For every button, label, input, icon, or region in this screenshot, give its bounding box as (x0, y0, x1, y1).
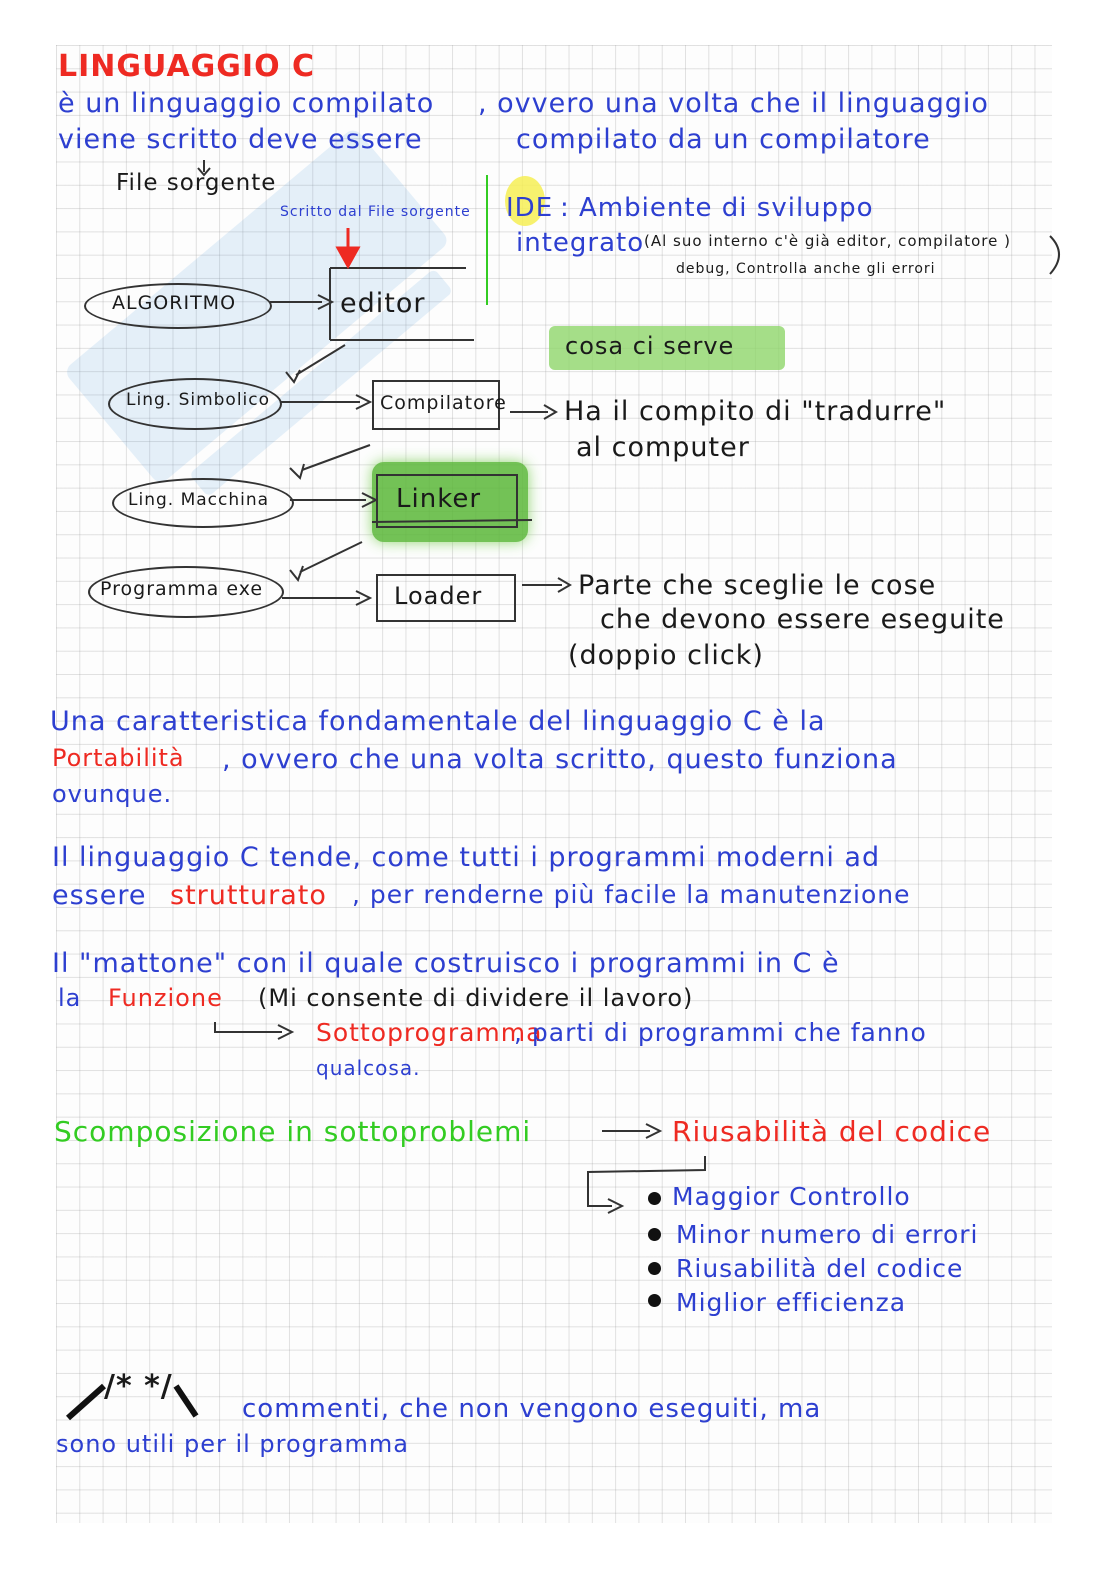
decomposition-left: Scomposizione in sottoproblemi (54, 1115, 532, 1148)
intro-line2a: viene scritto deve essere (58, 124, 423, 155)
comments-line2: sono utili per il programma (56, 1430, 409, 1458)
function-line1: Il "mattone" con il quale costruisco i programmi in C è (52, 948, 840, 979)
bullet-dot (648, 1262, 661, 1275)
oval-ling-macchina-label: Ling. Macchina (128, 490, 270, 510)
intro-line1b: , ovvero una volta che il linguaggio (478, 88, 989, 119)
ide-note2: debug, Controlla anche gli errori (676, 261, 936, 277)
bullet-item: Riusabilità del codice (676, 1254, 964, 1283)
loader-note-line2: che devono essere eseguite (600, 604, 1005, 635)
ide-note1: (Al suo interno c'è già editor, compilatore ) (644, 232, 1011, 250)
portability-line2: , ovvero che una volta scritto, questo funziona (222, 744, 898, 775)
function-line2b: (Mi consente di dividere il lavoro) (258, 984, 694, 1012)
box-editor-label: editor (340, 288, 426, 319)
source-note: Scritto dal File sorgente (280, 204, 471, 220)
function-sub-rest: , parti di programmi che fanno (514, 1018, 927, 1047)
ide-line2: integrato (516, 228, 645, 258)
function-word: Funzione (108, 984, 223, 1012)
comment-symbol: /* */ (104, 1369, 173, 1404)
bullet-dot (648, 1192, 661, 1205)
cosa-serve-label: cosa ci serve (565, 332, 735, 360)
structured-line2a: essere (52, 880, 147, 911)
loader-note-line3: (doppio click) (568, 640, 764, 671)
function-line2a: la (58, 984, 82, 1012)
file-sorgente-label: File sorgente (116, 170, 277, 196)
compiler-note-line1: Ha il compito di "tradurre" (564, 396, 947, 427)
bullet-item: Miglior efficienza (676, 1288, 907, 1317)
bullet-dot (648, 1294, 661, 1307)
bullet-dot (648, 1228, 661, 1241)
box-loader-label: Loader (394, 582, 483, 610)
ide-line1: : Ambiente di sviluppo (560, 193, 874, 223)
page-title: LINGUAGGIO C (58, 49, 316, 84)
comments-line1: commenti, che non vengono eseguiti, ma (242, 1394, 822, 1424)
portability-line1: Una caratteristica fondamentale del linguaggio C è la (50, 706, 826, 737)
structured-word: strutturato (170, 880, 327, 911)
function-sub-line2: qualcosa. (316, 1056, 421, 1080)
bullet-item: Maggior Controllo (672, 1182, 911, 1211)
portability-word: Portabilità (52, 744, 185, 772)
structured-line2b: , per renderne più facile la manutenzione (352, 880, 911, 909)
loader-note-line1: Parte che sceglie le cose (578, 570, 937, 601)
oval-algoritmo-label: ALGORITMO (112, 292, 237, 314)
bullet-item: Minor numero di errori (676, 1220, 979, 1249)
intro-line1a: è un linguaggio compilato (58, 88, 435, 119)
compiler-note-line2: al computer (576, 432, 750, 463)
ide-label: IDE (506, 193, 554, 223)
intro-line2b: compilato da un compilatore (516, 124, 931, 155)
oval-ling-simbolico-label: Ling. Simbolico (126, 390, 271, 410)
oval-programma-exe-label: Programma exe (100, 578, 264, 600)
box-compilatore-label: Compilatore (380, 392, 507, 414)
function-sub-word: Sottoprogramma (316, 1018, 543, 1047)
structured-line1: Il linguaggio C tende, come tutti i programmi moderni ad (52, 842, 881, 873)
decomposition-right: Riusabilità del codice (672, 1115, 992, 1148)
box-linker-label: Linker (396, 484, 482, 514)
portability-line3: ovunque. (52, 780, 173, 808)
